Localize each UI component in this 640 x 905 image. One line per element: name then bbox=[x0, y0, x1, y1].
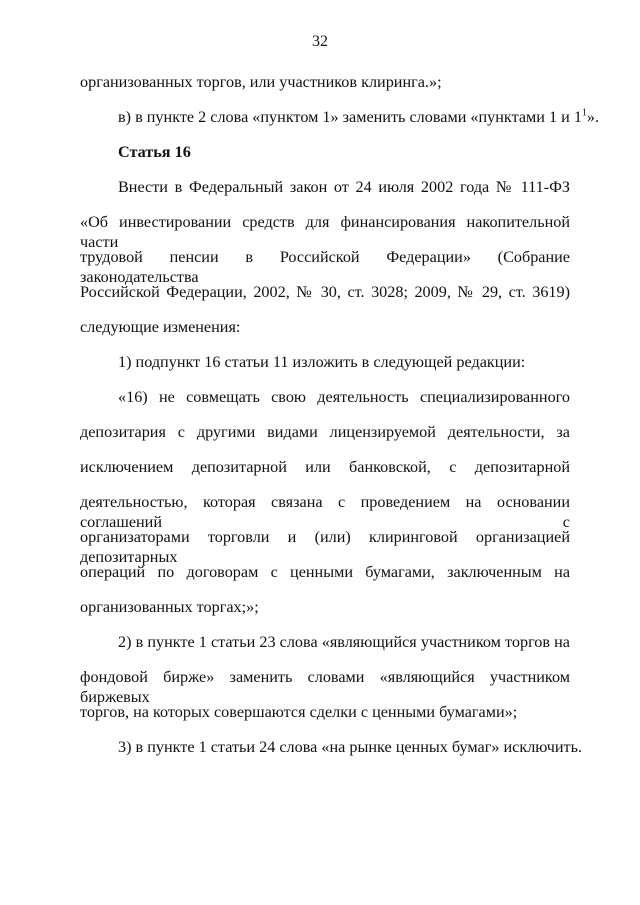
page-number: 32 bbox=[312, 33, 328, 50]
text-fragment: ». bbox=[586, 108, 600, 126]
text-line: организованных торгах;»; bbox=[80, 598, 259, 616]
text-line: исключением депозитарной или банковской, с депозитарной bbox=[80, 458, 570, 476]
text-line: трудовой пенсии в Российской Федерации» (Собрание законодательства bbox=[80, 248, 570, 286]
text-line: «Об инвестировании средств для финансирования накопительной части bbox=[80, 213, 570, 251]
text-line: организованных торгов, или участников клиринга.»; bbox=[80, 73, 442, 91]
text-line: 3) в пункте 1 статьи 24 слова «на рынке ценных бумаг» исключить. bbox=[118, 738, 583, 756]
article-heading: Статья 16 bbox=[118, 143, 191, 161]
text-line: 1) подпункт 16 статьи 11 изложить в следующей редакции: bbox=[118, 353, 526, 371]
text-line: Российской Федерации, 2002, № 30, ст. 3028; 2009, № 29, ст. 3619) bbox=[80, 283, 570, 301]
text-line: операций по договорам с ценными бумагами, заключенным на bbox=[80, 563, 570, 581]
text-line: фондовой бирже» заменить словами «являющийся участником биржевых bbox=[80, 668, 570, 706]
text-line: депозитария с другими видами лицензируемой деятельности, за bbox=[80, 423, 570, 441]
text-line: деятельностью, которая связана с проведением на основании соглашений с bbox=[80, 493, 570, 531]
text-line: следующие изменения: bbox=[80, 318, 241, 336]
text-line: Внести в Федеральный закон от 24 июля 2002 года № 111-ФЗ bbox=[118, 178, 570, 196]
text-line: 2) в пункте 1 статьи 23 слова «являющийся участником торгов на bbox=[118, 633, 570, 651]
text-line: «16) не совмещать свою деятельность специализированного bbox=[118, 388, 570, 406]
superscript: 1 bbox=[581, 107, 587, 119]
text-line bbox=[118, 107, 599, 127]
text-fragment: в) в пункте 2 слова «пунктом 1» заменить словами «пунктами 1 и 1 bbox=[118, 108, 582, 126]
text-line: организаторами торговли и (или) клиринговой организацией депозитарных bbox=[80, 528, 570, 566]
text-line: торгов, на которых совершаются сделки с ценными бумагами»; bbox=[80, 703, 518, 721]
